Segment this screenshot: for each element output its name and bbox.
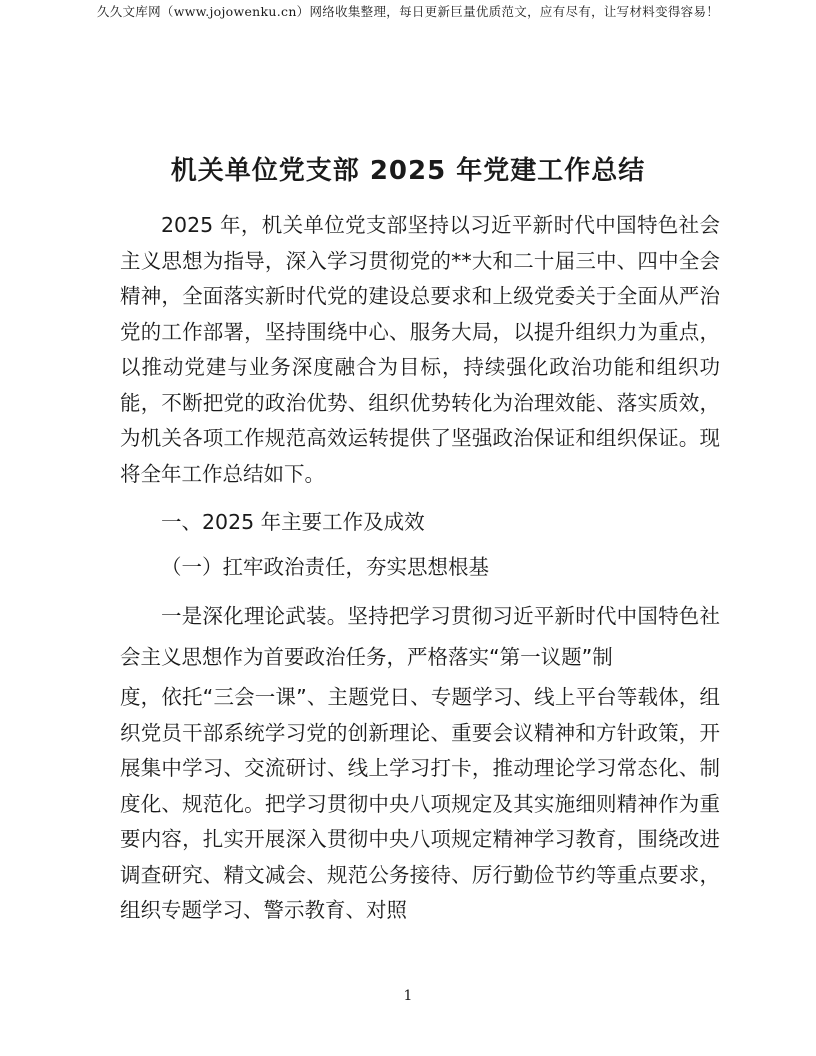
- body-paragraph-part1: 一是深化理论武装。坚持把学习贯彻习近平新时代中国特色社会主义思想作为首要政治任务，严格落实“第一议题”制: [120, 604, 720, 669]
- site-header-note: 久久文库网（www.jojowenku.cn）网络收集整理，每日更新巨量优质范文，应有尽有，让写材料变得容易！: [96, 4, 720, 19]
- document-title: 机关单位党支部 2025 年党建工作总结: [170, 156, 646, 186]
- body-paragraph-part2: 度，依托“三会一课”、主题党日、专题学习、线上平台等载体，组织党员干部系统学习党的创新理论、重要会议精神和方针政策，开展集中学习、交流研讨、线上学习打卡，推动理论学习常态化、制度化、规范化。把学习贯彻中央八项规定及其实施细则精神作为重要内容，扎实开展深入贯彻中央八项规定精神学习教育，围绕改进调查研究、精文减会、规范公务接待、厉行勤俭节约等重点要求，组织专题学习、警示教育、对照: [120, 685, 720, 922]
- section-heading: 一、2025 年主要工作及成效: [161, 510, 425, 534]
- subsection-heading: （一）扛牢政治责任，夯实思想根基: [161, 555, 489, 579]
- page-number: 1: [403, 988, 413, 1004]
- intro-paragraph: 2025 年，机关单位党支部坚持以习近平新时代中国特色社会主义思想为指导，深入学习贯彻党的**大和二十届三中、四中全会精神，全面落实新时代党的建设总要求和上级党委关于全面从严治党的工作部署，坚持围绕中心、服务大局，以提升组织力为重点，以推动党建与业务深度融合为目标，持续强化政治功能和组织功能，不断把党的政治优势、组织优势转化为治理效能、落实质效，为机关各项工作规范高效运转提供了坚强政治保证和组织保证。现将全年工作总结如下。: [120, 213, 720, 486]
